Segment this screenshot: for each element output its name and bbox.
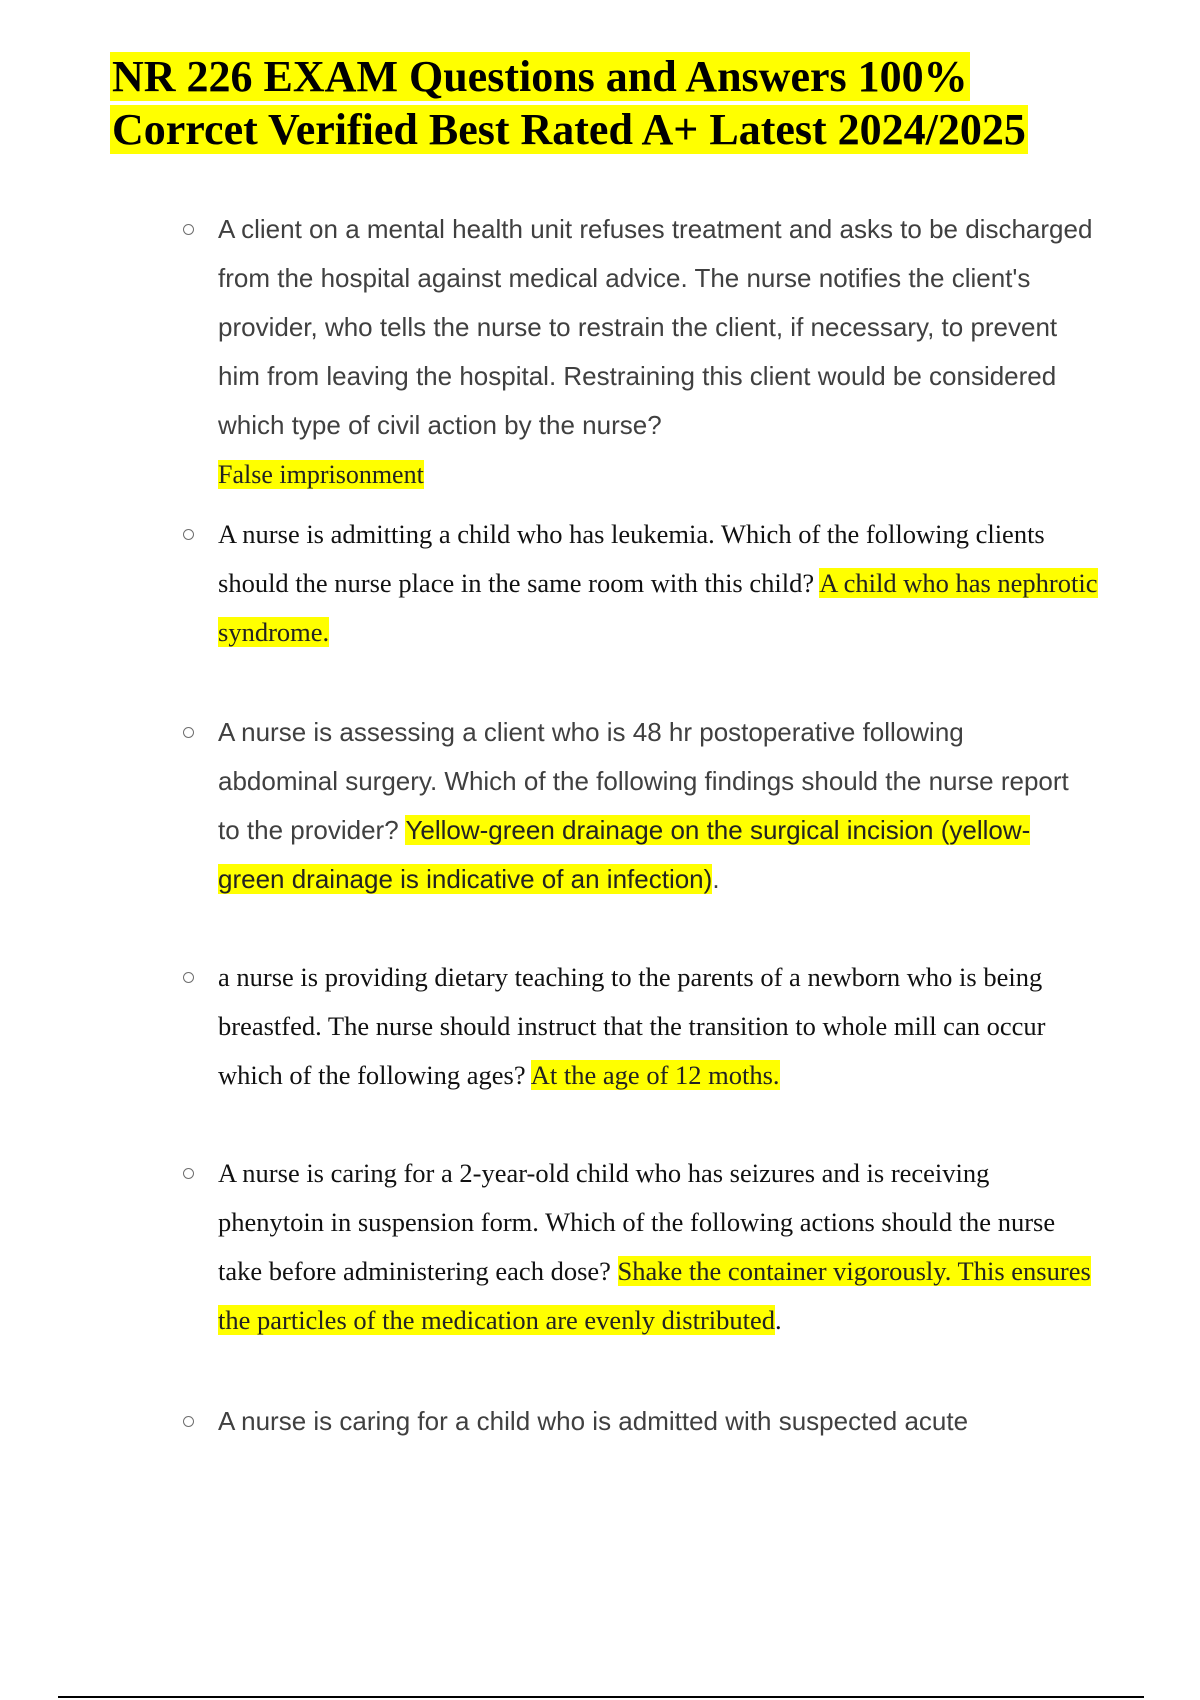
answer-trailing: . [775,1305,782,1335]
qa-item-2 [218,510,1098,657]
bullet-icon [183,1416,194,1427]
question-text: A nurse is assessing a client who is 48 hr postoperative following abdominal surgery. Which of the following findings should the nurse report to the provider? [218,717,1069,845]
answer-text: False imprisonment [218,460,424,489]
answer-text: At the age of 12 moths. [530,1060,780,1090]
answer-text: Shake the container vigorously. This ensures the particles of the medication are evenly distributed [218,1256,1091,1335]
document-title [110,50,1028,156]
question-text: A nurse is caring for a child who is admitted with suspected acute [218,1406,969,1436]
qa-item-3 [218,708,1088,904]
answer-text: A child who has nephrotic syndrome. [218,568,1098,647]
bullet-icon [183,224,194,235]
bullet-icon [183,727,194,738]
bullet-icon [183,972,194,983]
question-text: A nurse is caring for a 2-year-old child who has seizures and is receiving phenytoin in suspension form. Which of the following actions should the nurse take before administering each dose? [218,1158,1056,1286]
qa-item-6 [218,1397,1098,1446]
title-line-2: Corrcet Verified Best Rated A+ Latest 2024/2025 [112,105,1026,154]
answer-trailing: . [712,864,720,894]
question-text: A client on a mental health unit refuses treatment and asks to be discharged from the hospital against medical advice. The nurse notifies the client's provider, who tells the nurse to restrain the client, if necessary, to prevent him from leaving the hospital. Restraining this client would be considered which type of civil action by the nurse? [218,214,1093,440]
qa-item-4 [218,953,1088,1100]
page-bottom-rule [58,1696,1144,1698]
qa-item-1 [218,205,1098,499]
bullet-icon [183,1168,194,1179]
title-line-1: NR 226 EXAM Questions and Answers 100% [112,52,968,101]
bullet-icon [183,529,194,540]
qa-item-5 [218,1149,1098,1345]
question-text: a nurse is providing dietary teaching to the parents of a newborn who is being breastfed. The nurse should instruct that the transition to whole mill can occur which of the following ages? [218,962,1046,1090]
answer-text: Yellow-green drainage on the surgical incision (yellow-green drainage is indicative of an infection) [218,815,1031,894]
question-text: A nurse is admitting a child who has leukemia. Which of the following clients should the nurse place in the same room with this child? [218,519,1045,598]
